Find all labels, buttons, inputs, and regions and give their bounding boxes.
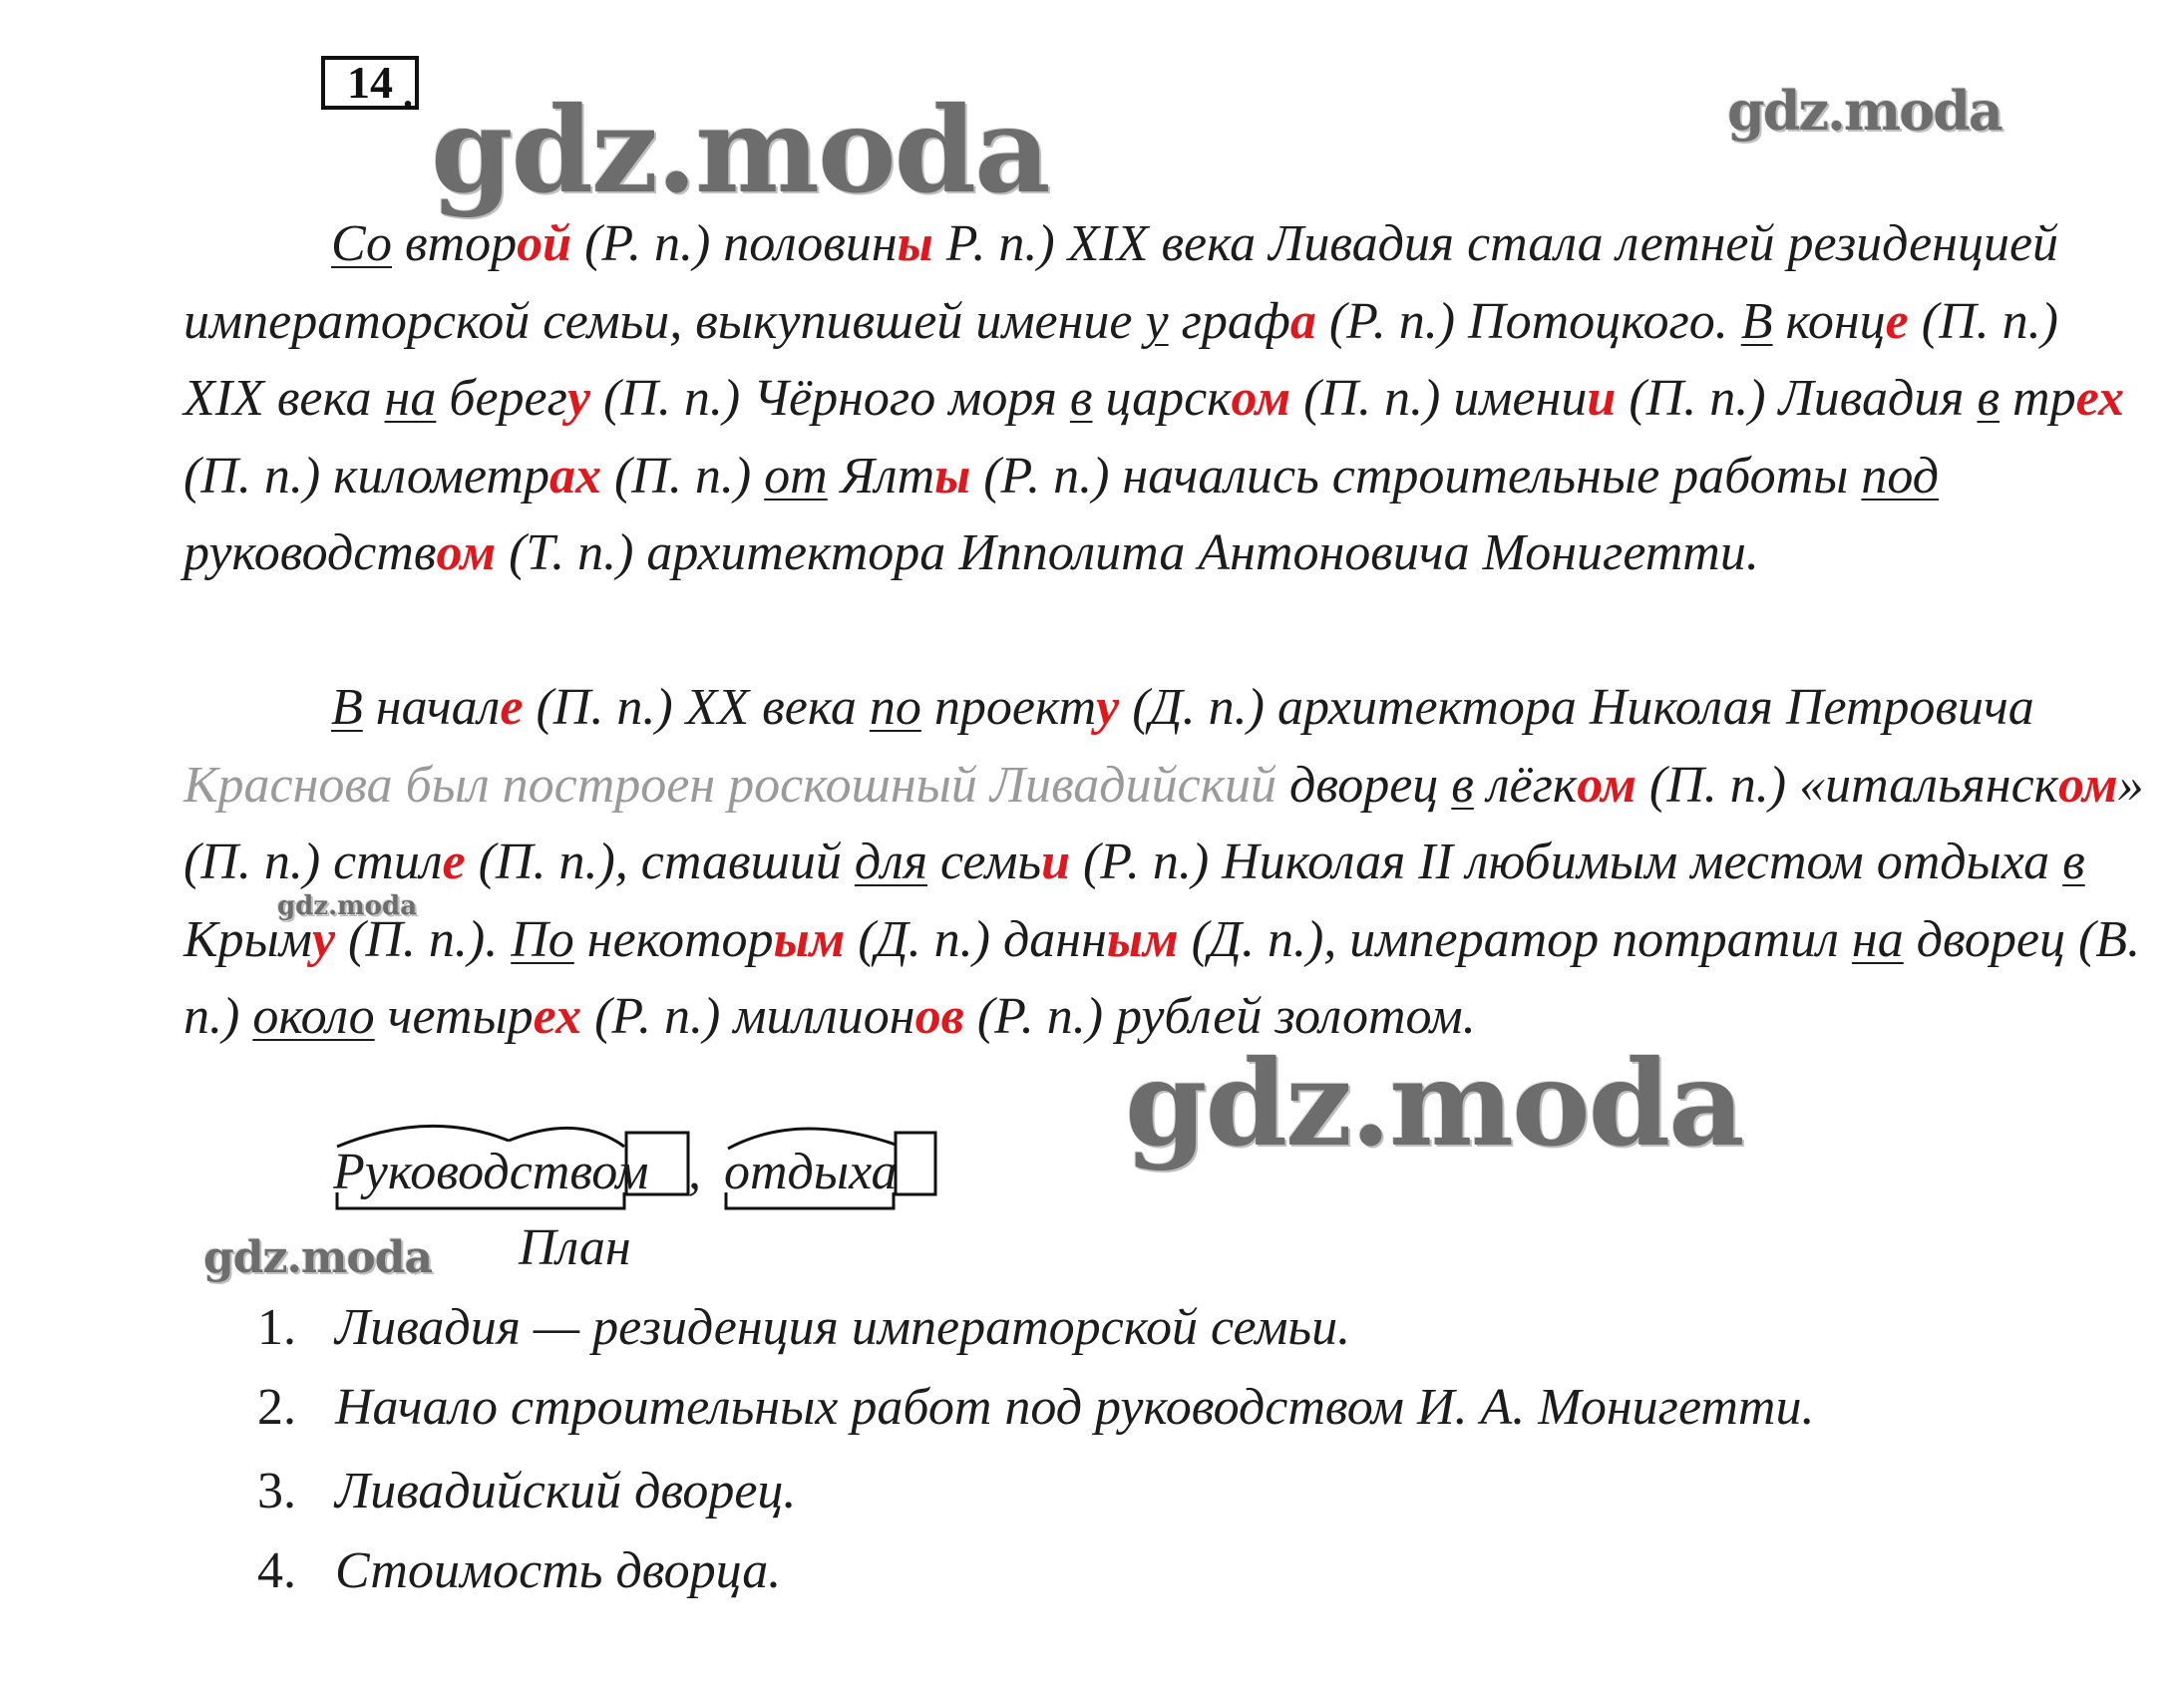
- text-run: четыр: [374, 988, 534, 1045]
- text-run: лёгк: [1473, 756, 1578, 814]
- plan-item-text: Стоимость дворца.: [335, 1542, 782, 1599]
- text-run: Ялт: [827, 447, 935, 504]
- plan-item-number: 3.: [257, 1463, 296, 1519]
- text-run: (П. п.), ставший: [465, 834, 855, 890]
- preposition: в: [1977, 370, 2001, 427]
- text-run: руководств: [183, 524, 437, 581]
- ending-highlight: ех: [2075, 370, 2124, 427]
- plan-item-text: Начало строительных работ под руководством И. А. Монигетти.: [335, 1379, 1815, 1436]
- text-run: (Д. п.) архитектора Николая Петровича: [1119, 679, 2034, 736]
- plan-item-text: Ливадийский дворец.: [335, 1463, 797, 1519]
- text-run: семь: [927, 834, 1042, 890]
- plan-item-number: 2.: [257, 1379, 296, 1436]
- plan-item-number: 4.: [257, 1542, 296, 1599]
- ending-highlight: ех: [533, 988, 582, 1045]
- morpheme-word-2: отдыха: [724, 1144, 898, 1200]
- preposition: на: [1851, 910, 1904, 968]
- ending-highlight: е: [442, 834, 466, 890]
- exercise-text-paragraph-2: [183, 669, 2148, 1056]
- text-run: втор: [392, 215, 518, 272]
- ending-highlight: ом: [436, 524, 497, 581]
- ending-highlight: ы: [934, 447, 971, 504]
- ending-highlight: ым: [773, 910, 846, 968]
- ending-highlight: ом: [2058, 756, 2118, 814]
- ending-highlight: у: [311, 910, 336, 968]
- text-run: (П. п.): [600, 447, 765, 504]
- plan-item-number: 1.: [257, 1299, 296, 1356]
- text-run: (Т. п.) архитектора Ипполита Антоновича Монигетти.: [496, 524, 1759, 581]
- morpheme-comma: ,: [688, 1144, 701, 1200]
- watermark-logo: gdz.moda: [1125, 1034, 1743, 1173]
- text-run: » (П. п.) стил: [183, 756, 2144, 890]
- plan-item-text: Ливадия — резиденция императорской семьи.: [335, 1299, 1351, 1356]
- text-run: (Д. п.) данн: [845, 910, 1107, 968]
- ending-box-icon: [896, 1133, 935, 1194]
- text-run: (П. п.).: [335, 910, 512, 968]
- text-run: граф: [1168, 292, 1290, 350]
- preposition: на: [384, 370, 437, 427]
- text-run: (Р. п.) Николая II любимым местом отдыха: [1069, 834, 2063, 890]
- exercise-number-dot: .: [403, 71, 413, 116]
- text-run: (Р. п.) Потоцкого.: [1315, 292, 1741, 350]
- ending-highlight: а: [1289, 292, 1316, 350]
- preposition: для: [854, 834, 928, 890]
- text-run: Крым: [183, 910, 312, 968]
- preposition: Со: [331, 215, 393, 272]
- text-run: тр: [2000, 370, 2076, 427]
- ending-highlight: ой: [517, 215, 572, 272]
- faded-text: Краснова был построен роскошный Ливадийский: [183, 756, 1277, 814]
- ending-highlight: у: [566, 370, 591, 427]
- preposition: В: [331, 679, 363, 736]
- ending-highlight: ах: [548, 447, 601, 504]
- text-run: (Р. п.) половин: [571, 215, 898, 272]
- text-run: (Р. п.) миллион: [581, 988, 915, 1045]
- text-run: (Р. п.) начались строительные работы: [970, 447, 1862, 504]
- watermark-logo: gdz.moda: [277, 891, 418, 921]
- watermark-logo: gdz.moda: [1727, 79, 2002, 143]
- text-run: начал: [362, 679, 501, 736]
- text-run: дворец (В. п.): [183, 910, 2141, 1045]
- ending-highlight: е: [1885, 292, 1909, 350]
- watermark-logo: gdz.moda: [431, 81, 1049, 219]
- text-run: (П. п.) «итальянск: [1636, 756, 2058, 814]
- morpheme-analysis: [329, 1137, 967, 1206]
- text-run: Р. п.) XIX века Ливадия стала летней резиденцией императорской семьи, выкупившей имение: [183, 215, 2059, 350]
- text-run: дворец: [1276, 756, 1452, 814]
- preposition: от: [764, 447, 828, 504]
- preposition: под: [1861, 447, 1940, 504]
- watermark-logo: gdz.moda: [203, 1232, 433, 1283]
- preposition: В: [1740, 292, 1773, 350]
- exercise-text-paragraph-1: [183, 205, 2148, 592]
- preposition: По: [511, 910, 574, 968]
- paragraph-2: [183, 669, 2148, 1056]
- text-run: берег: [436, 370, 567, 427]
- text-run: (П. п.) Ливадия: [1616, 370, 1978, 427]
- preposition: в: [1451, 756, 1474, 814]
- text-run: (П. п.) Чёрного моря: [590, 370, 1070, 427]
- text-run: (Д. п.), император потратил: [1178, 910, 1852, 968]
- morpheme-word-1: Руководством: [333, 1144, 649, 1200]
- text-run: (П. п.) имени: [1290, 370, 1588, 427]
- preposition: у: [1145, 292, 1169, 350]
- text-run: (П. п.) XX века: [523, 679, 870, 736]
- ending-highlight: ом: [1577, 756, 1637, 814]
- ending-highlight: ым: [1106, 910, 1179, 968]
- plan-title: План: [519, 1219, 631, 1276]
- preposition: в: [2062, 834, 2085, 890]
- ending-highlight: ов: [914, 988, 964, 1045]
- ending-highlight: ом: [1231, 370, 1291, 427]
- text-run: (П. п.) километр: [183, 447, 549, 504]
- text-run: (Р. п.) рублей золотом.: [963, 988, 1476, 1045]
- text-run: царск: [1092, 370, 1232, 427]
- text-run: конц: [1772, 292, 1886, 350]
- ending-highlight: и: [1041, 834, 1070, 890]
- ending-highlight: и: [1587, 370, 1617, 427]
- preposition: в: [1069, 370, 1093, 427]
- text-run: (П. п.) XIX века: [183, 292, 2058, 427]
- paragraph-1: [183, 205, 2148, 592]
- preposition: по: [869, 679, 921, 736]
- ending-highlight: ы: [897, 215, 933, 272]
- exercise-number-box: 14: [321, 56, 419, 110]
- preposition: около: [252, 988, 375, 1045]
- ending-highlight: е: [500, 679, 524, 736]
- ending-highlight: у: [1096, 679, 1120, 736]
- text-run: проект: [920, 679, 1097, 736]
- text-run: некотор: [573, 910, 774, 968]
